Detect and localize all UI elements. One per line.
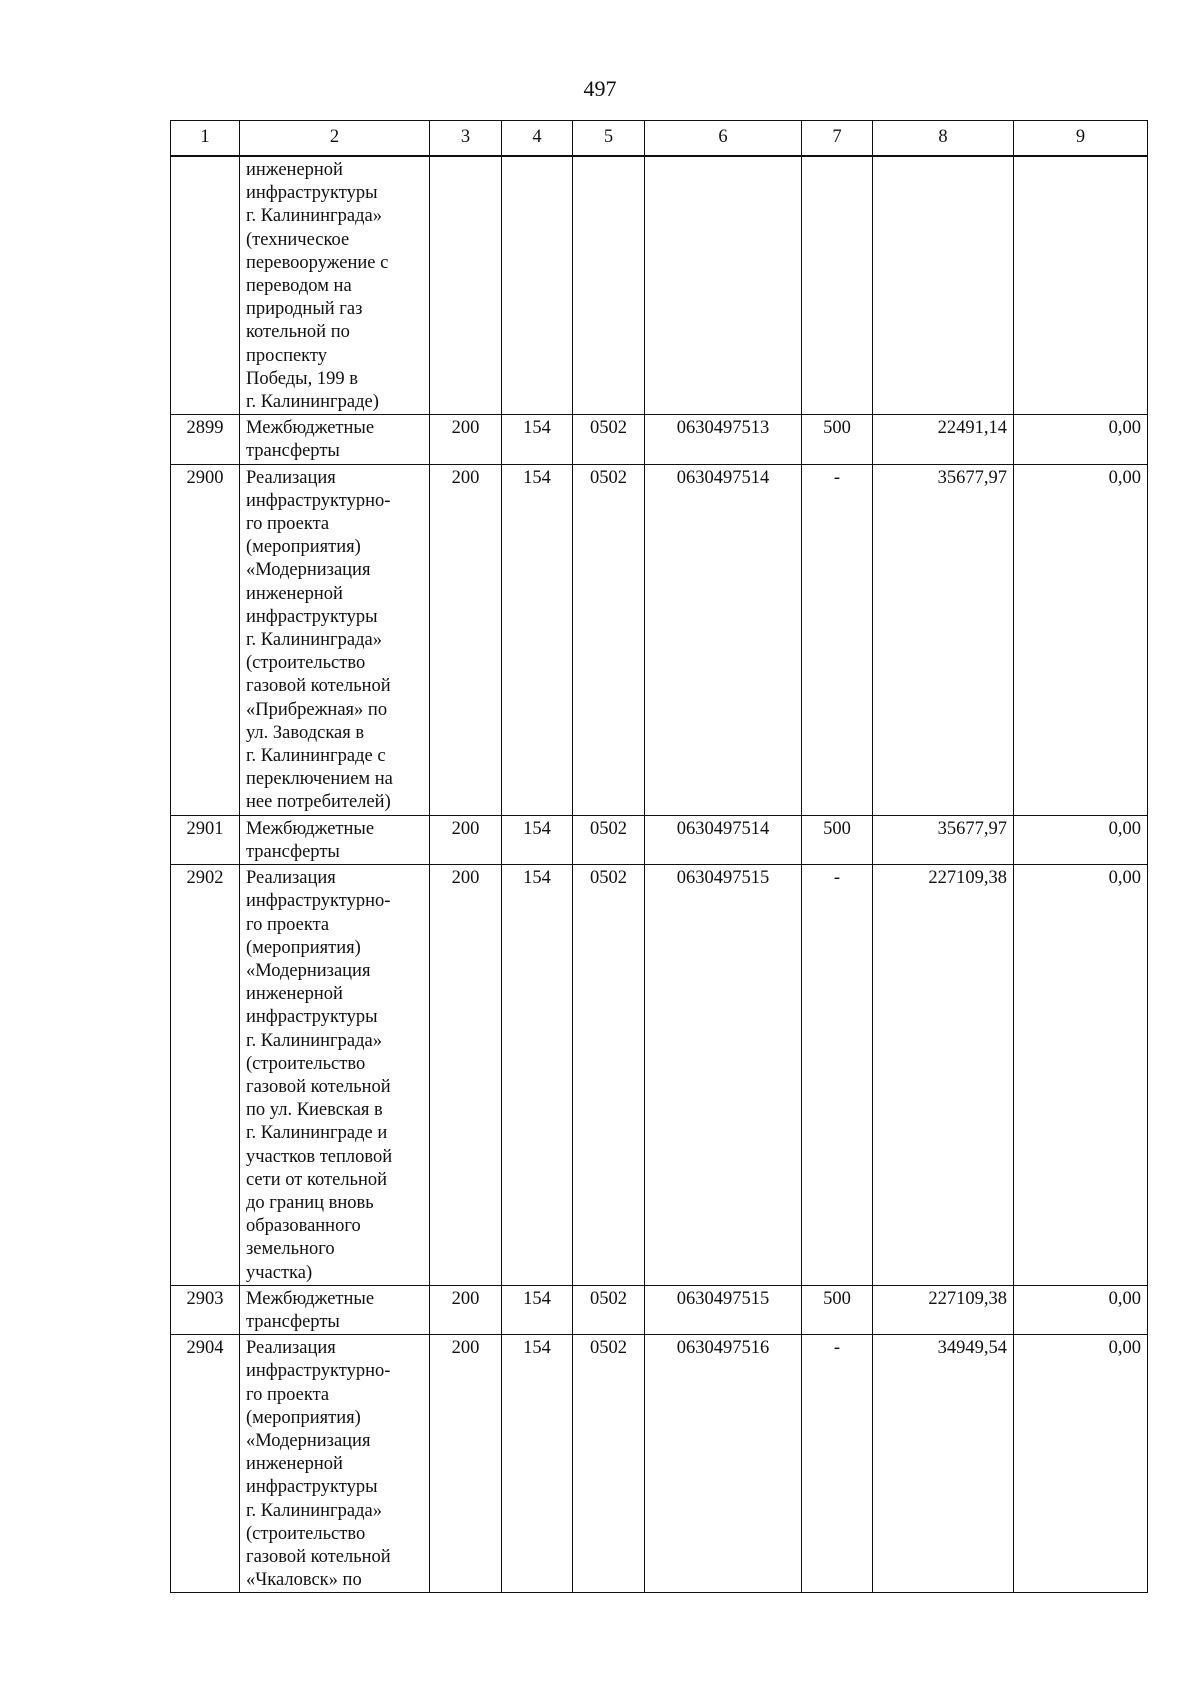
cell-col9: 0,00 <box>1014 464 1148 815</box>
cell-col4: 154 <box>502 464 573 815</box>
cell-col3: 200 <box>430 815 502 864</box>
cell-col6: 0630497515 <box>645 1285 802 1334</box>
column-header: 1 <box>171 121 240 157</box>
cell-col8 <box>873 156 1014 415</box>
cell-col8: 227109,38 <box>873 1285 1014 1334</box>
table-row <box>171 464 1148 815</box>
column-header: 7 <box>802 121 873 157</box>
cell-col8: 35677,97 <box>873 815 1014 864</box>
column-header: 5 <box>573 121 645 157</box>
row-number: 2899 <box>171 415 240 464</box>
column-header: 8 <box>873 121 1014 157</box>
row-name: Межбюджетные трансферты <box>240 415 430 464</box>
table-row <box>171 1335 1148 1593</box>
row-name: Реализация инфраструктурно- го проекта (мероприятия) «Модернизация инженерной инфраструктуры г. Калининграда» (строительство газовой котельной «Прибрежная» по ул. Заводская в г. Калининграде с переключением на нее потребителей) <box>240 464 430 815</box>
cell-col7: 500 <box>802 415 873 464</box>
cell-col7: 500 <box>802 815 873 864</box>
cell-col6: 0630497513 <box>645 415 802 464</box>
column-header: 9 <box>1014 121 1148 157</box>
cell-col9 <box>1014 156 1148 415</box>
row-name: инженерной инфраструктуры г. Калининграда» (техническое перевооружение с переводом на природный газ котельной по проспекту Победы, 199 в г. Калининграде) <box>240 156 430 415</box>
cell-col4: 154 <box>502 865 573 1286</box>
cell-col9: 0,00 <box>1014 815 1148 864</box>
column-header: 2 <box>240 121 430 157</box>
cell-col5 <box>573 156 645 415</box>
cell-col7: 500 <box>802 1285 873 1334</box>
cell-col7: - <box>802 865 873 1286</box>
cell-col6: 0630497515 <box>645 865 802 1286</box>
budget-table <box>170 120 1148 1593</box>
cell-col5: 0502 <box>573 415 645 464</box>
table-row <box>171 865 1148 1286</box>
cell-col9: 0,00 <box>1014 1285 1148 1334</box>
cell-col4: 154 <box>502 1335 573 1593</box>
cell-col8: 34949,54 <box>873 1335 1014 1593</box>
cell-col4: 154 <box>502 415 573 464</box>
cell-col7 <box>802 156 873 415</box>
cell-col6: 0630497516 <box>645 1335 802 1593</box>
row-number: 2903 <box>171 1285 240 1334</box>
cell-col8: 227109,38 <box>873 865 1014 1286</box>
table-row <box>171 815 1148 864</box>
row-number <box>171 156 240 415</box>
cell-col3: 200 <box>430 1285 502 1334</box>
table-header-row <box>171 121 1148 157</box>
table-row <box>171 156 1148 415</box>
cell-col8: 35677,97 <box>873 464 1014 815</box>
cell-col4 <box>502 156 573 415</box>
row-name: Реализация инфраструктурно- го проекта (мероприятия) «Модернизация инженерной инфраструктуры г. Калининграда» (строительство газовой котельной по ул. Киевская в г. Калининграде и участков тепловой сети от котельной до границ вновь образованного земельного участка) <box>240 865 430 1286</box>
cell-col9: 0,00 <box>1014 415 1148 464</box>
row-name: Реализация инфраструктурно- го проекта (мероприятия) «Модернизация инженерной инфраструктуры г. Калининграда» (строительство газовой котельной «Чкаловск» по <box>240 1335 430 1593</box>
row-name: Межбюджетные трансферты <box>240 815 430 864</box>
column-header: 3 <box>430 121 502 157</box>
cell-col3 <box>430 156 502 415</box>
row-number: 2901 <box>171 815 240 864</box>
page-number: 497 <box>583 76 617 101</box>
column-header: 6 <box>645 121 802 157</box>
cell-col8: 22491,14 <box>873 415 1014 464</box>
table-row <box>171 415 1148 464</box>
table-row <box>171 1285 1148 1334</box>
cell-col3: 200 <box>430 464 502 815</box>
cell-col5: 0502 <box>573 1285 645 1334</box>
row-number: 2904 <box>171 1335 240 1593</box>
cell-col6 <box>645 156 802 415</box>
cell-col7: - <box>802 464 873 815</box>
cell-col6: 0630497514 <box>645 464 802 815</box>
cell-col4: 154 <box>502 815 573 864</box>
cell-col9: 0,00 <box>1014 865 1148 1286</box>
cell-col7: - <box>802 1335 873 1593</box>
row-name: Межбюджетные трансферты <box>240 1285 430 1334</box>
row-number: 2902 <box>171 865 240 1286</box>
cell-col3: 200 <box>430 865 502 1286</box>
cell-col9: 0,00 <box>1014 1335 1148 1593</box>
column-header: 4 <box>502 121 573 157</box>
cell-col5: 0502 <box>573 1335 645 1593</box>
cell-col6: 0630497514 <box>645 815 802 864</box>
cell-col5: 0502 <box>573 464 645 815</box>
cell-col3: 200 <box>430 1335 502 1593</box>
cell-col4: 154 <box>502 1285 573 1334</box>
cell-col3: 200 <box>430 415 502 464</box>
row-number: 2900 <box>171 464 240 815</box>
cell-col5: 0502 <box>573 865 645 1286</box>
cell-col5: 0502 <box>573 815 645 864</box>
